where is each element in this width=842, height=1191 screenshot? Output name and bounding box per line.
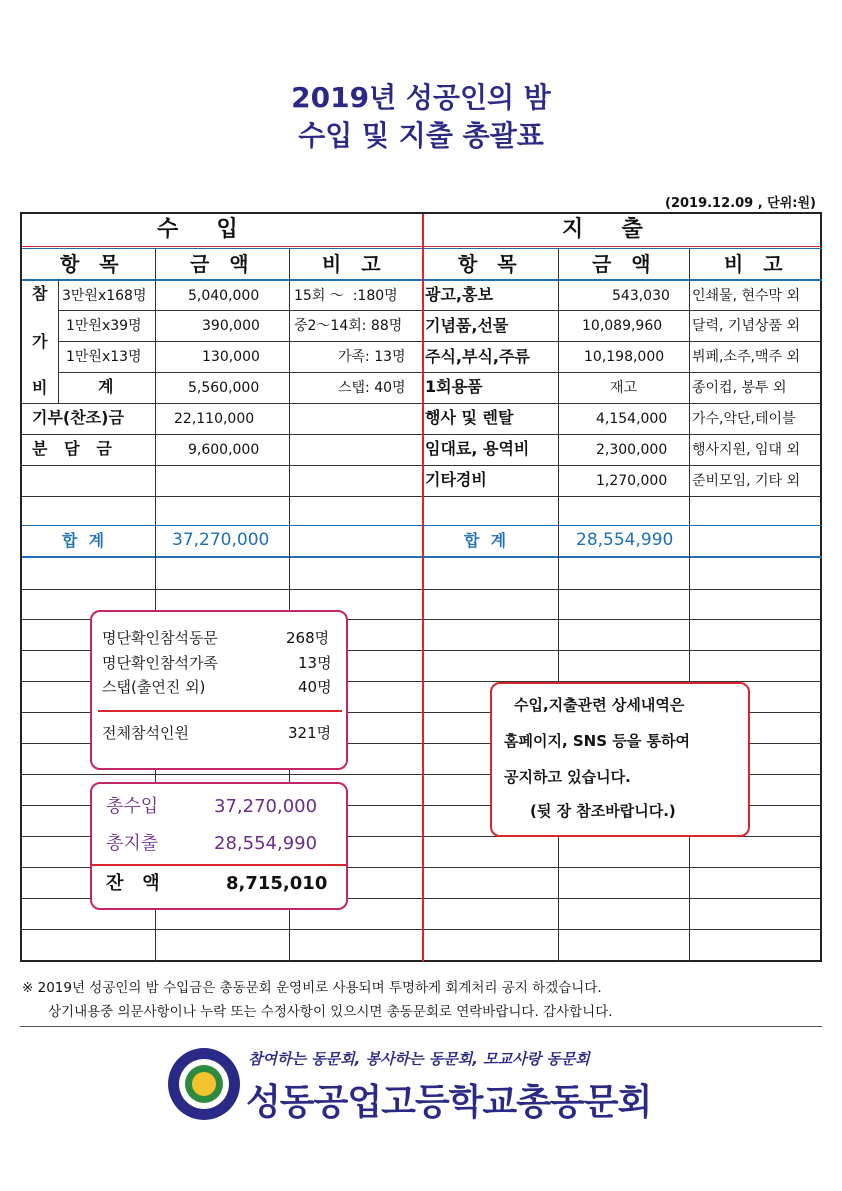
income-row-3-item: 1만원x13명 — [66, 349, 142, 365]
document-title-line1: 2019년 성공인의 밤 — [291, 81, 551, 114]
expense-row-6-note: 행사지원, 임대 외 — [692, 442, 801, 458]
income-row-2-amount: 390,000 — [202, 318, 260, 334]
attendance-total-label: 전체참석인원 — [102, 724, 189, 742]
share-label: 분 담 금 — [32, 439, 112, 458]
expense-row-4-amount: 재고 — [610, 380, 638, 396]
expense-row-4-item: 1회용품 — [425, 377, 483, 396]
income-row-1-amount: 5,040,000 — [188, 288, 260, 304]
income-row-3-amount: 130,000 — [202, 349, 260, 365]
expense-row-7-note: 준비모임, 기타 외 — [692, 473, 801, 489]
attendance-value-3: 40명 — [298, 678, 332, 696]
expense-row-2-amount: 10,089,960 — [582, 318, 663, 334]
income-row-1-item: 3만원x168명 — [62, 288, 147, 304]
donation-amount: 22,110,000 — [174, 411, 255, 427]
notice-line-4: (뒷 장 참조바랍니다.) — [530, 802, 676, 820]
summary-divider — [92, 864, 346, 866]
notice-line-3: 공지하고 있습니다. — [504, 768, 631, 786]
expense-row-5-item: 행사 및 렌탈 — [425, 408, 514, 427]
notice-box — [490, 682, 750, 837]
expense-item-header: 항 목 — [458, 252, 519, 276]
attendance-value-1: 268명 — [286, 629, 330, 647]
expense-row-1-item: 광고,홍보 — [425, 285, 493, 304]
income-amount-header: 금 액 — [190, 252, 251, 276]
income-row-3-note: 가족: 13명 — [338, 349, 406, 365]
school-seal-icon — [166, 1046, 242, 1122]
expense-row-4-note: 종이컵, 봉투 외 — [692, 380, 787, 396]
attendance-box — [90, 610, 348, 770]
summary-balance-label: 잔 액 — [106, 873, 160, 894]
expense-amount-header: 금 액 — [592, 252, 653, 276]
summary-expense-value: 28,554,990 — [214, 833, 318, 854]
expense-row-2-item: 기념품,선물 — [425, 316, 509, 335]
expense-row-3-amount: 10,198,000 — [584, 349, 665, 365]
expense-row-6-amount: 2,300,000 — [596, 442, 668, 458]
footer-divider — [20, 1026, 822, 1027]
income-subtotal-amount: 5,560,000 — [188, 380, 260, 396]
income-row-2-note: 중2～14회: 88명 — [294, 318, 403, 334]
logo-slogan: 참여하는 동문회, 봉사하는 동문회, 모교사랑 동문회 — [248, 1050, 590, 1068]
income-subtotal-note: 스탭: 40명 — [338, 380, 406, 396]
expense-section-header: 지 출 — [562, 217, 643, 242]
summary-expense-label: 총지출 — [106, 833, 159, 854]
expense-total-amount: 28,554,990 — [576, 530, 674, 550]
participation-label-3: 비 — [32, 378, 48, 397]
expense-row-2-note: 달력, 기념상품 외 — [692, 318, 801, 334]
donation-label: 기부(찬조)금 — [32, 408, 124, 427]
income-row-2-item: 1만원x39명 — [66, 318, 142, 334]
summary-income-value: 37,270,000 — [214, 796, 318, 817]
expense-row-1-note: 인쇄물, 현수막 외 — [692, 288, 801, 304]
date-unit: (2019.12.09 , 단위:원) — [665, 196, 816, 211]
expense-note-header: 비 고 — [724, 252, 785, 276]
summary-box — [90, 782, 348, 910]
notice-line-2: 홈페이지, SNS 등을 통하여 — [504, 732, 690, 750]
footnote-line-1: ※ 2019년 성공인의 밤 수입금은 총동문회 운영비로 사용되며 투명하게 회계처리 공지 하겠습니다. — [22, 980, 602, 996]
income-row-1-note: 15회 ～ :180명 — [294, 288, 398, 304]
participation-label-2: 가 — [32, 332, 48, 351]
income-item-header: 항 목 — [60, 252, 121, 276]
logo-name: 성동공업고등학교총동문회 — [246, 1082, 652, 1123]
expense-row-1-amount: 543,030 — [612, 288, 670, 304]
income-section-header: 수 입 — [157, 217, 238, 242]
expense-row-5-note: 가수,악단,테이블 — [692, 411, 796, 427]
attendance-label-2: 명단확인참석가족 — [102, 654, 218, 672]
attendance-divider — [98, 710, 342, 712]
income-total-label: 합 계 — [62, 531, 105, 550]
attendance-total-value: 321명 — [288, 724, 332, 742]
attendance-value-2: 13명 — [298, 654, 332, 672]
summary-income-label: 총수입 — [106, 796, 159, 817]
expense-row-7-amount: 1,270,000 — [596, 473, 668, 489]
document-title-line2: 수입 및 지출 총괄표 — [298, 119, 544, 152]
expense-total-label: 합 계 — [464, 531, 507, 550]
expense-row-5-amount: 4,154,000 — [596, 411, 668, 427]
expense-row-3-note: 뷔페,소주,맥주 외 — [692, 349, 801, 365]
expense-row-3-item: 주식,부식,주류 — [425, 347, 530, 366]
participation-label-1: 참 — [32, 284, 48, 303]
footnote-line-2: 상기내용중 의문사항이나 누락 또는 수정사항이 있으시면 총동문회로 연락바랍니다. 감사합니다. — [48, 1004, 613, 1020]
attendance-label-3: 스탭(출연진 외) — [102, 678, 206, 696]
income-subtotal-label: 계 — [98, 377, 114, 396]
summary-balance-value: 8,715,010 — [226, 873, 328, 894]
share-amount: 9,600,000 — [188, 442, 260, 458]
expense-row-6-item: 임대료, 용역비 — [425, 439, 530, 458]
attendance-label-1: 명단확인참석동문 — [102, 629, 218, 647]
notice-line-1: 수입,지출관련 상세내역은 — [514, 696, 685, 714]
income-total-amount: 37,270,000 — [172, 530, 270, 550]
income-note-header: 비 고 — [322, 252, 383, 276]
expense-row-7-item: 기타경비 — [425, 470, 487, 489]
